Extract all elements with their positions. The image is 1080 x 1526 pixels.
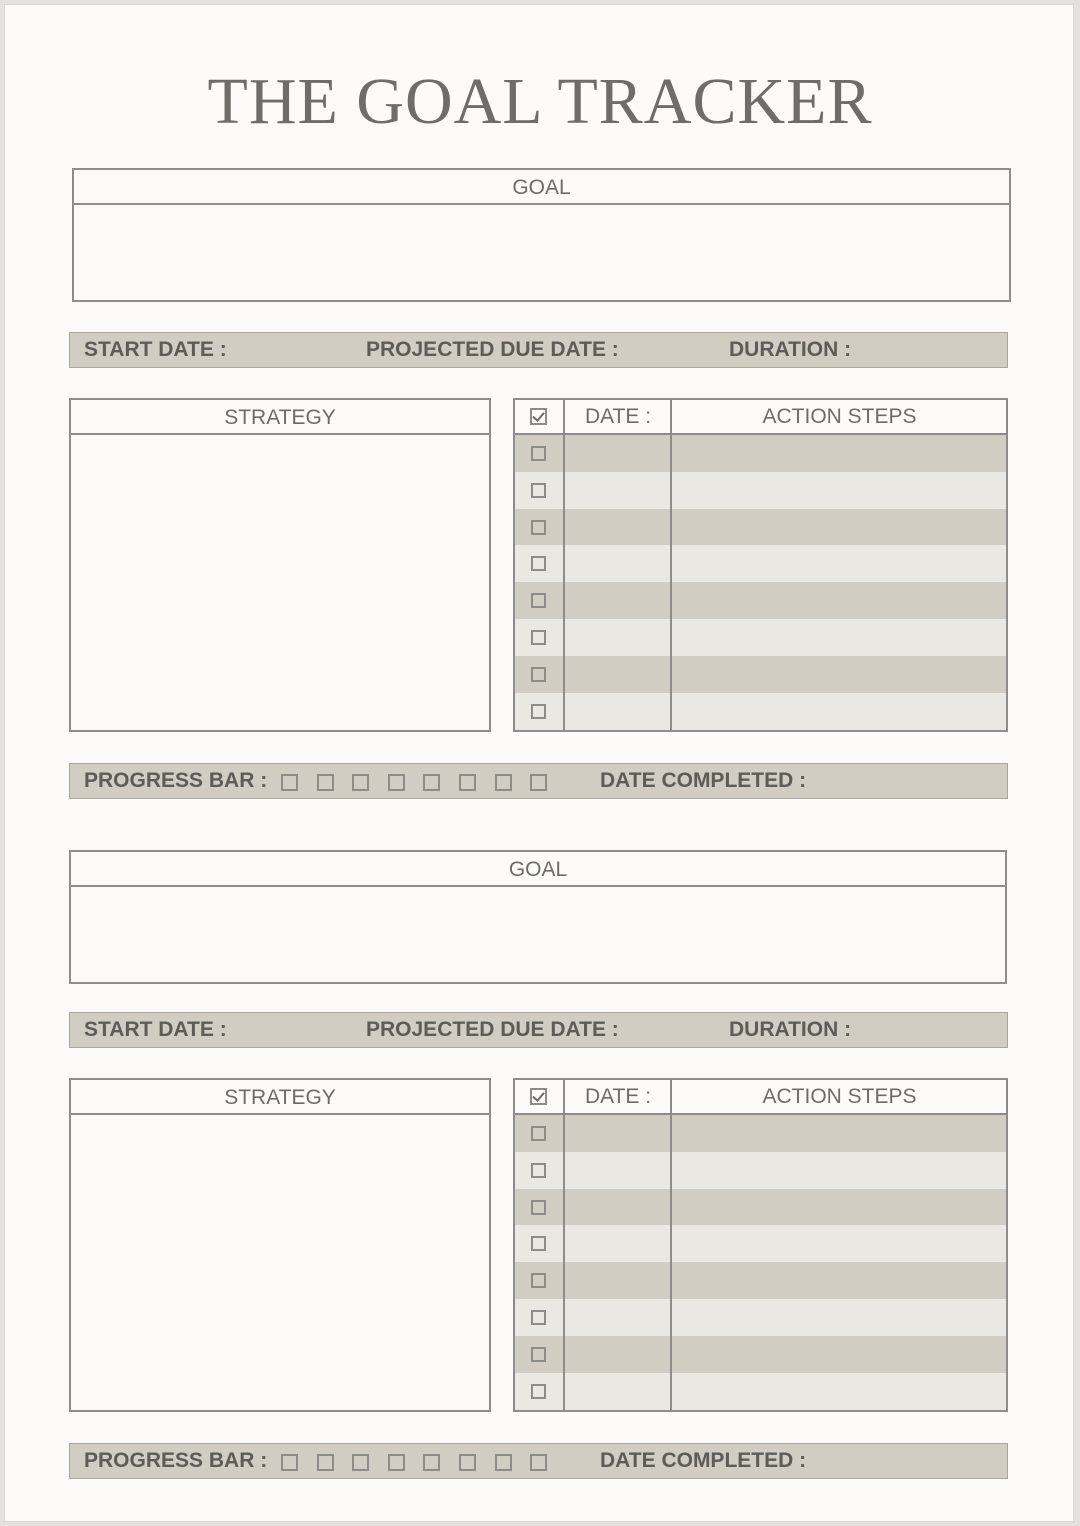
progress-bar-band [69, 1443, 1008, 1479]
checkbox-icon[interactable] [531, 1347, 546, 1362]
goal-box[interactable] [72, 168, 1011, 302]
table-row[interactable] [515, 1373, 1006, 1410]
table-row[interactable] [515, 472, 1006, 509]
start-date-label: START DATE : [84, 1018, 227, 1041]
row-check-cell[interactable] [515, 1336, 563, 1373]
row-check-cell[interactable] [515, 1262, 563, 1299]
table-row[interactable] [515, 619, 1006, 656]
table-row[interactable] [515, 582, 1006, 619]
progress-checkbox-icon[interactable] [317, 1454, 334, 1471]
progress-bar-label: PROGRESS BAR : [84, 769, 268, 792]
progress-checkbox-icon[interactable] [388, 774, 405, 791]
checkbox-icon[interactable] [531, 1310, 546, 1325]
strategy-heading: STRATEGY [71, 400, 489, 435]
goal-box[interactable] [69, 850, 1007, 984]
table-row[interactable] [515, 1189, 1006, 1226]
page-title: THE GOAL TRACKER [207, 65, 873, 138]
goal-heading: GOAL [71, 852, 1005, 887]
row-check-cell[interactable] [515, 1373, 563, 1410]
strategy-heading: STRATEGY [71, 1080, 489, 1115]
table-row[interactable] [515, 545, 1006, 582]
table-row[interactable] [515, 1152, 1006, 1189]
action-steps-column-header: ACTION STEPS [762, 1085, 917, 1108]
progress-checkbox-icon[interactable] [352, 774, 369, 791]
projected-due-date-label: PROJECTED DUE DATE : [366, 1018, 619, 1041]
checkbox-icon[interactable] [531, 704, 546, 719]
header-check-cell [515, 400, 563, 433]
table-header [515, 1080, 1006, 1115]
progress-checkbox-icon[interactable] [459, 774, 476, 791]
progress-bar-band [69, 763, 1008, 799]
row-check-cell[interactable] [515, 619, 563, 656]
progress-checkbox-icon[interactable] [281, 1454, 298, 1471]
row-check-cell[interactable] [515, 1189, 563, 1226]
column-divider [563, 1080, 565, 1410]
table-row[interactable] [515, 656, 1006, 693]
date-completed-label: DATE COMPLETED : [600, 769, 807, 792]
date-column-header: DATE : [584, 1085, 652, 1108]
progress-checkbox-icon[interactable] [317, 774, 334, 791]
action-steps-column-header: ACTION STEPS [762, 405, 917, 428]
table-row[interactable] [515, 435, 1006, 472]
goal-heading: GOAL [74, 170, 1009, 205]
table-row[interactable] [515, 1262, 1006, 1299]
table-row[interactable] [515, 1336, 1006, 1373]
progress-bar-label: PROGRESS BAR : [84, 1449, 268, 1472]
duration-label: DURATION : [729, 1018, 852, 1041]
row-check-cell[interactable] [515, 472, 563, 509]
column-divider [563, 400, 565, 730]
table-row[interactable] [515, 1299, 1006, 1336]
progress-checkbox-icon[interactable] [281, 774, 298, 791]
dates-bar [69, 1012, 1008, 1048]
row-check-cell[interactable] [515, 582, 563, 619]
duration-label: DURATION : [729, 338, 852, 361]
checkbox-icon[interactable] [531, 446, 546, 461]
progress-checkbox-icon[interactable] [495, 774, 512, 791]
row-check-cell[interactable] [515, 509, 563, 546]
progress-checkbox-icon[interactable] [423, 1454, 440, 1471]
date-completed-label: DATE COMPLETED : [600, 1449, 807, 1472]
row-check-cell[interactable] [515, 545, 563, 582]
start-date-label: START DATE : [84, 338, 227, 361]
progress-checkbox-icon[interactable] [459, 1454, 476, 1471]
progress-checkbox-icon[interactable] [530, 774, 547, 791]
table-row[interactable] [515, 1225, 1006, 1262]
checkbox-icon[interactable] [531, 1200, 546, 1215]
checked-box-icon [530, 408, 547, 425]
progress-checkbox-icon[interactable] [423, 774, 440, 791]
checkbox-icon[interactable] [531, 1384, 546, 1399]
checkbox-icon[interactable] [531, 556, 546, 571]
checkbox-icon[interactable] [531, 593, 546, 608]
header-check-cell [515, 1080, 563, 1113]
table-header [515, 400, 1006, 435]
action-steps-table [513, 1078, 1008, 1412]
strategy-box[interactable] [69, 398, 491, 732]
checked-box-icon [530, 1088, 547, 1105]
projected-due-date-label: PROJECTED DUE DATE : [366, 338, 619, 361]
checkbox-icon[interactable] [531, 1163, 546, 1178]
row-check-cell[interactable] [515, 1225, 563, 1262]
checkbox-icon[interactable] [531, 667, 546, 682]
progress-checkbox-icon[interactable] [495, 1454, 512, 1471]
row-check-cell[interactable] [515, 435, 563, 472]
strategy-box[interactable] [69, 1078, 491, 1412]
dates-bar [69, 332, 1008, 368]
progress-checkbox-icon[interactable] [352, 1454, 369, 1471]
checkbox-icon[interactable] [531, 630, 546, 645]
checkbox-icon[interactable] [531, 1273, 546, 1288]
date-column-header: DATE : [584, 405, 652, 428]
action-steps-table [513, 398, 1008, 732]
checkbox-icon[interactable] [531, 1126, 546, 1141]
progress-checkbox-icon[interactable] [388, 1454, 405, 1471]
checkbox-icon[interactable] [531, 483, 546, 498]
checkbox-icon[interactable] [531, 520, 546, 535]
column-divider [670, 400, 672, 730]
table-row[interactable] [515, 693, 1006, 730]
row-check-cell[interactable] [515, 1299, 563, 1336]
row-check-cell[interactable] [515, 693, 563, 730]
row-check-cell[interactable] [515, 656, 563, 693]
checkbox-icon[interactable] [531, 1236, 546, 1251]
table-row[interactable] [515, 1115, 1006, 1152]
row-check-cell[interactable] [515, 1152, 563, 1189]
row-check-cell[interactable] [515, 1115, 563, 1152]
table-row[interactable] [515, 509, 1006, 546]
progress-checkbox-icon[interactable] [530, 1454, 547, 1471]
column-divider [670, 1080, 672, 1410]
